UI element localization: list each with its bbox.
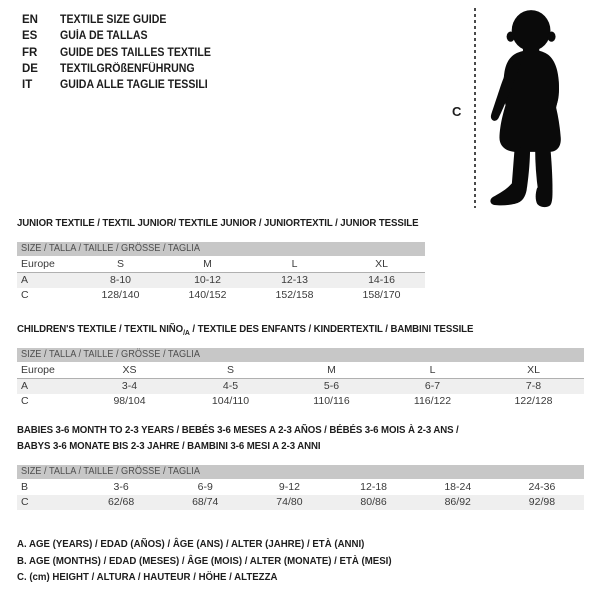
column-header: XS (122, 364, 137, 376)
footnote-a (17, 536, 424, 553)
cell-value: 122/128 (514, 395, 553, 407)
cell-value: 74/80 (276, 496, 303, 508)
footnote-b (17, 553, 424, 570)
language-title: GUIDA ALLE TAGLIE TESSILI (60, 79, 208, 92)
language-code: FR (22, 46, 38, 59)
column-header: Europe (21, 364, 55, 376)
cell-value: 24-36 (528, 481, 556, 493)
column-header: S (116, 258, 124, 270)
children-section-title (17, 323, 513, 337)
cell-value: 92/98 (528, 496, 556, 508)
table-header-row (17, 363, 584, 379)
footnote-c (17, 569, 424, 586)
size-bar-label: SIZE / TALLA / TAILLE / GRÖSSE / TAGLIA (21, 243, 200, 254)
column-header: S (226, 364, 234, 376)
cell-value: 80/86 (360, 496, 387, 508)
children-section-title-text (17, 323, 473, 337)
table-header-row (17, 257, 425, 273)
height-dashed-line (474, 8, 476, 208)
language-title: GUÍA DE TALLAS (60, 30, 148, 43)
language-code: EN (22, 14, 38, 26)
size-bar-label: SIZE / TALLA / TAILLE / GRÖSSE / TAGLIA (21, 349, 200, 360)
cell-value: 152/158 (275, 289, 314, 301)
footnote-c-text: C. (cm) HEIGHT / ALTURA / HAUTEUR / HÖHE / ALTEZZA (17, 571, 278, 583)
cell-value: 3-6 (113, 481, 129, 493)
cell-value: 68/74 (192, 496, 219, 508)
cell-value: 158/170 (362, 289, 401, 301)
babies-section-title-line2 (17, 440, 347, 452)
row-label: A (21, 380, 29, 392)
cell-value: 6-7 (424, 380, 441, 392)
language-code: ES (22, 30, 38, 43)
row-label: C (21, 496, 29, 508)
cell-value: 14-16 (368, 274, 395, 286)
size-bar-label: SIZE / TALLA / TAILLE / GRÖSSE / TAGLIA (21, 466, 200, 477)
cell-value: 62/68 (107, 496, 135, 508)
column-header: Europe (21, 258, 55, 270)
cell-value: 128/140 (101, 289, 140, 301)
cell-value: 8-10 (109, 274, 131, 286)
size-bar (17, 348, 584, 362)
language-row-it (22, 77, 224, 93)
table-row (17, 495, 584, 510)
table-row (17, 394, 584, 409)
height-marker-label: C (452, 104, 462, 119)
table-row (17, 480, 584, 495)
title-subscript: /A (183, 328, 190, 338)
junior-section-title-text: JUNIOR TEXTILE / TEXTIL JUNIOR/ TEXTILE JUNIOR / JUNIORTEXTIL / JUNIOR TESSILE (17, 217, 419, 229)
title-part: CHILDREN'S TEXTILE / TEXTIL NIÑO (17, 323, 184, 335)
junior-section-title (17, 217, 453, 229)
cell-value: 110/116 (313, 395, 350, 407)
baby-silhouette-icon (482, 4, 572, 208)
column-header: XL (375, 258, 388, 270)
column-header: XL (527, 364, 540, 376)
cell-value: 116/122 (413, 395, 452, 407)
babies-title-line2-text: BABYS 3-6 MONATE BIS 2-3 JAHRE / BAMBINI 3-6 MESI A 2-3 ANNI (17, 440, 321, 452)
cell-value: 86/92 (444, 496, 471, 508)
cell-value: 104/110 (211, 395, 250, 407)
footnote-legend (17, 536, 424, 586)
cell-value: 140/152 (188, 289, 227, 301)
column-header: M (203, 258, 212, 270)
language-row-es (22, 28, 224, 44)
cell-value: 5-6 (323, 380, 340, 392)
footnote-a-text: A. AGE (YEARS) / EDAD (AÑOS) / ÂGE (ANS) / ALTER (JAHRE) / ETÀ (ANNI) (17, 538, 365, 550)
cell-value: 4-5 (222, 380, 239, 392)
language-code: DE (22, 62, 38, 75)
cell-value: 18-24 (444, 481, 472, 493)
cell-value: 10-12 (194, 274, 221, 286)
language-title: TEXTILE SIZE GUIDE (60, 14, 167, 26)
size-bar (17, 465, 584, 479)
cell-value: 12-13 (281, 274, 308, 286)
size-bar (17, 242, 425, 256)
cell-value: 6-9 (197, 481, 213, 493)
column-header: L (291, 258, 298, 270)
cell-value: 12-18 (360, 481, 387, 493)
language-row-de (22, 61, 224, 77)
babies-title-line1-text: BABIES 3-6 MONTH TO 2-3 YEARS / BEBÉS 3-6 MESES A 2-3 AÑOS / BÉBÉS 3-6 MOIS À 2-3 ANS / (17, 424, 459, 436)
language-code: IT (22, 79, 33, 92)
language-title: GUIDE DES TAILLES TEXTILE (60, 46, 211, 59)
cell-value: 7-8 (525, 380, 542, 392)
cell-value: 9-12 (278, 481, 300, 493)
row-label: C (21, 395, 29, 407)
language-title: TEXTILGRÖßENFÜHRUNG (60, 62, 195, 75)
table-row (17, 379, 584, 394)
junior-size-table (17, 242, 425, 303)
language-row-en (22, 12, 224, 28)
column-header: M (327, 364, 336, 376)
column-header: L (429, 364, 436, 376)
babies-size-table (17, 465, 584, 510)
babies-section-title-line1 (17, 424, 497, 436)
row-label: B (21, 481, 29, 493)
row-label: A (21, 274, 29, 286)
row-label: C (21, 289, 29, 301)
cell-value: 98/104 (113, 395, 146, 407)
table-row (17, 273, 425, 288)
language-title-list (22, 12, 224, 93)
footnote-b-text: B. AGE (MONTHS) / EDAD (MESES) / ÂGE (MOIS) / ALTER (MONATE) / ETÀ (MESI) (17, 554, 392, 567)
cell-value: 3-4 (121, 380, 138, 392)
title-part: / TEXTILE DES ENFANTS / KINDERTEXTIL / BAMBINI TESSILE (189, 323, 474, 335)
children-size-table (17, 348, 584, 409)
table-row (17, 288, 425, 303)
language-row-fr (22, 45, 224, 61)
